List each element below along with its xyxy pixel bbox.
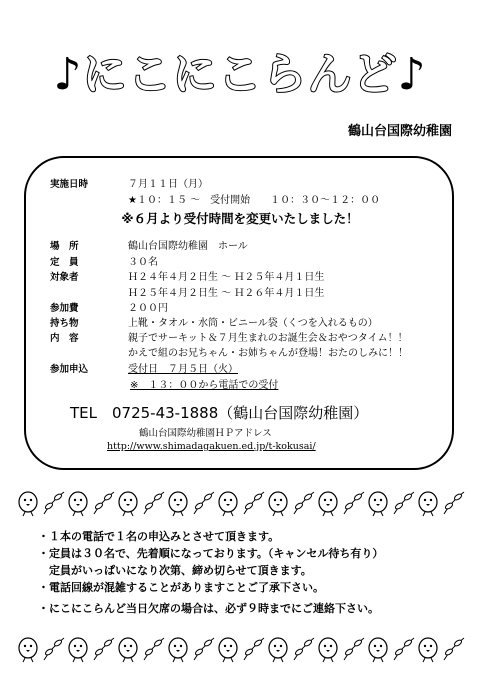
apply-label: 参加申込 <box>50 364 89 375</box>
rules-list <box>38 528 383 617</box>
website-url[interactable]: http://www.shimadagakuen.ed.jp/t-kokusai/ <box>107 441 316 452</box>
chick-icon <box>219 492 237 516</box>
target-label: 対象者 <box>50 272 79 283</box>
items-value: 上靴・タオル・水筒・ビニール袋（くつを入れるもの） <box>128 318 378 329</box>
music-note-icon: ♪ <box>53 49 83 100</box>
vine-icon <box>244 638 264 660</box>
apply-line2: ※ １３：００から電話での受付 <box>130 380 279 391</box>
date-line1: ７月１１日（月） <box>128 179 208 190</box>
chick-icon <box>119 638 137 662</box>
target-line1: Ｈ２４年４月２日生 ～ Ｈ２５年４月１日生 <box>128 272 325 283</box>
chick-icon <box>169 492 187 516</box>
rule-item: 定員がいっぱいになり次第、締め切らせて頂きます。 <box>38 564 312 577</box>
chick-icon <box>369 638 387 662</box>
vine-icon <box>294 638 314 660</box>
title-text: にこにこらんど <box>82 49 398 100</box>
page-title <box>0 38 480 102</box>
chick-icon <box>69 492 87 516</box>
rule-item: ・１本の電話で１名の申込みとさせて頂きます。 <box>38 530 280 543</box>
vine-icon <box>144 638 164 660</box>
vine-icon <box>344 638 364 660</box>
apply-line1: 受付日 ７月５日（火） <box>128 364 238 375</box>
vine-icon <box>444 638 464 660</box>
target-line2: Ｈ２５年４月２日生 ～ Ｈ２６年４月１日生 <box>128 288 325 299</box>
vine-icon <box>294 492 314 514</box>
chick-icon <box>419 492 437 516</box>
place-label: 場 所 <box>50 241 79 252</box>
vine-icon <box>194 638 214 660</box>
chick-icon <box>219 638 237 662</box>
date-line2: ★１０：１５ ～ 受付開始 １０：３０～１２：００ <box>128 195 381 206</box>
chick-icon <box>269 492 287 516</box>
chick-icon <box>69 638 87 662</box>
chick-icon <box>169 638 187 662</box>
vine-icon <box>344 492 364 514</box>
hp-label: 鶴山台国際幼稚園ＨＰアドレス <box>139 428 272 439</box>
capacity-value: ３０名 <box>128 257 158 268</box>
date-label: 実施日時 <box>50 179 89 190</box>
rule-item: ・にこにこらんど当日欠席の場合は、必ず９時までにご連絡下さい。 <box>38 602 379 615</box>
vine-icon <box>194 492 214 514</box>
vine-icon <box>444 492 464 514</box>
notice: ※６月より受付時間を変更いたしました！ <box>121 211 359 226</box>
organization-name: 鶴山台国際幼稚園 <box>347 124 452 139</box>
vine-icon <box>144 492 164 514</box>
chick-icon <box>319 638 337 662</box>
music-note-icon: ♪ <box>397 49 427 100</box>
chick-icon <box>269 638 287 662</box>
rule-item: ・定員は３０名で、先着順になっております。（キャンセル待ち有り） <box>38 547 384 560</box>
chick-icon <box>419 638 437 662</box>
vine-icon <box>94 492 114 514</box>
chick-icon <box>19 492 37 516</box>
rule-item: ・電話回線が混雑することがありますことご了承下さい。 <box>38 581 324 594</box>
vine-icon <box>394 492 414 514</box>
vine-icon <box>94 638 114 660</box>
vine-icon <box>44 492 64 514</box>
fee-label: 参加費 <box>50 303 79 314</box>
vine-icon <box>394 638 414 660</box>
chick-icon <box>369 492 387 516</box>
place-value: 鶴山台国際幼稚園 ホール <box>128 241 248 252</box>
fee-value: ２００円 <box>128 303 168 314</box>
chick-icon <box>319 492 337 516</box>
items-label: 持ち物 <box>50 318 79 329</box>
vine-icon <box>244 492 264 514</box>
chick-icon <box>119 492 137 516</box>
content-label: 内 容 <box>50 333 79 344</box>
vine-icon <box>44 638 64 660</box>
telephone: TEL 0725-43-1888（鶴山台国際幼稚園） <box>70 404 369 422</box>
content-line1: 親子でサーキット＆７月生まれのお誕生会＆おやつタイム！！ <box>128 333 408 344</box>
content-line2: かえで組のお兄ちゃん・お姉ちゃんが登場！おたのしみに！！ <box>128 348 408 359</box>
chick-icon <box>19 638 37 662</box>
chick-vine-border-icon <box>14 484 466 520</box>
capacity-label: 定 員 <box>50 257 79 268</box>
chick-vine-border-icon <box>14 630 466 666</box>
